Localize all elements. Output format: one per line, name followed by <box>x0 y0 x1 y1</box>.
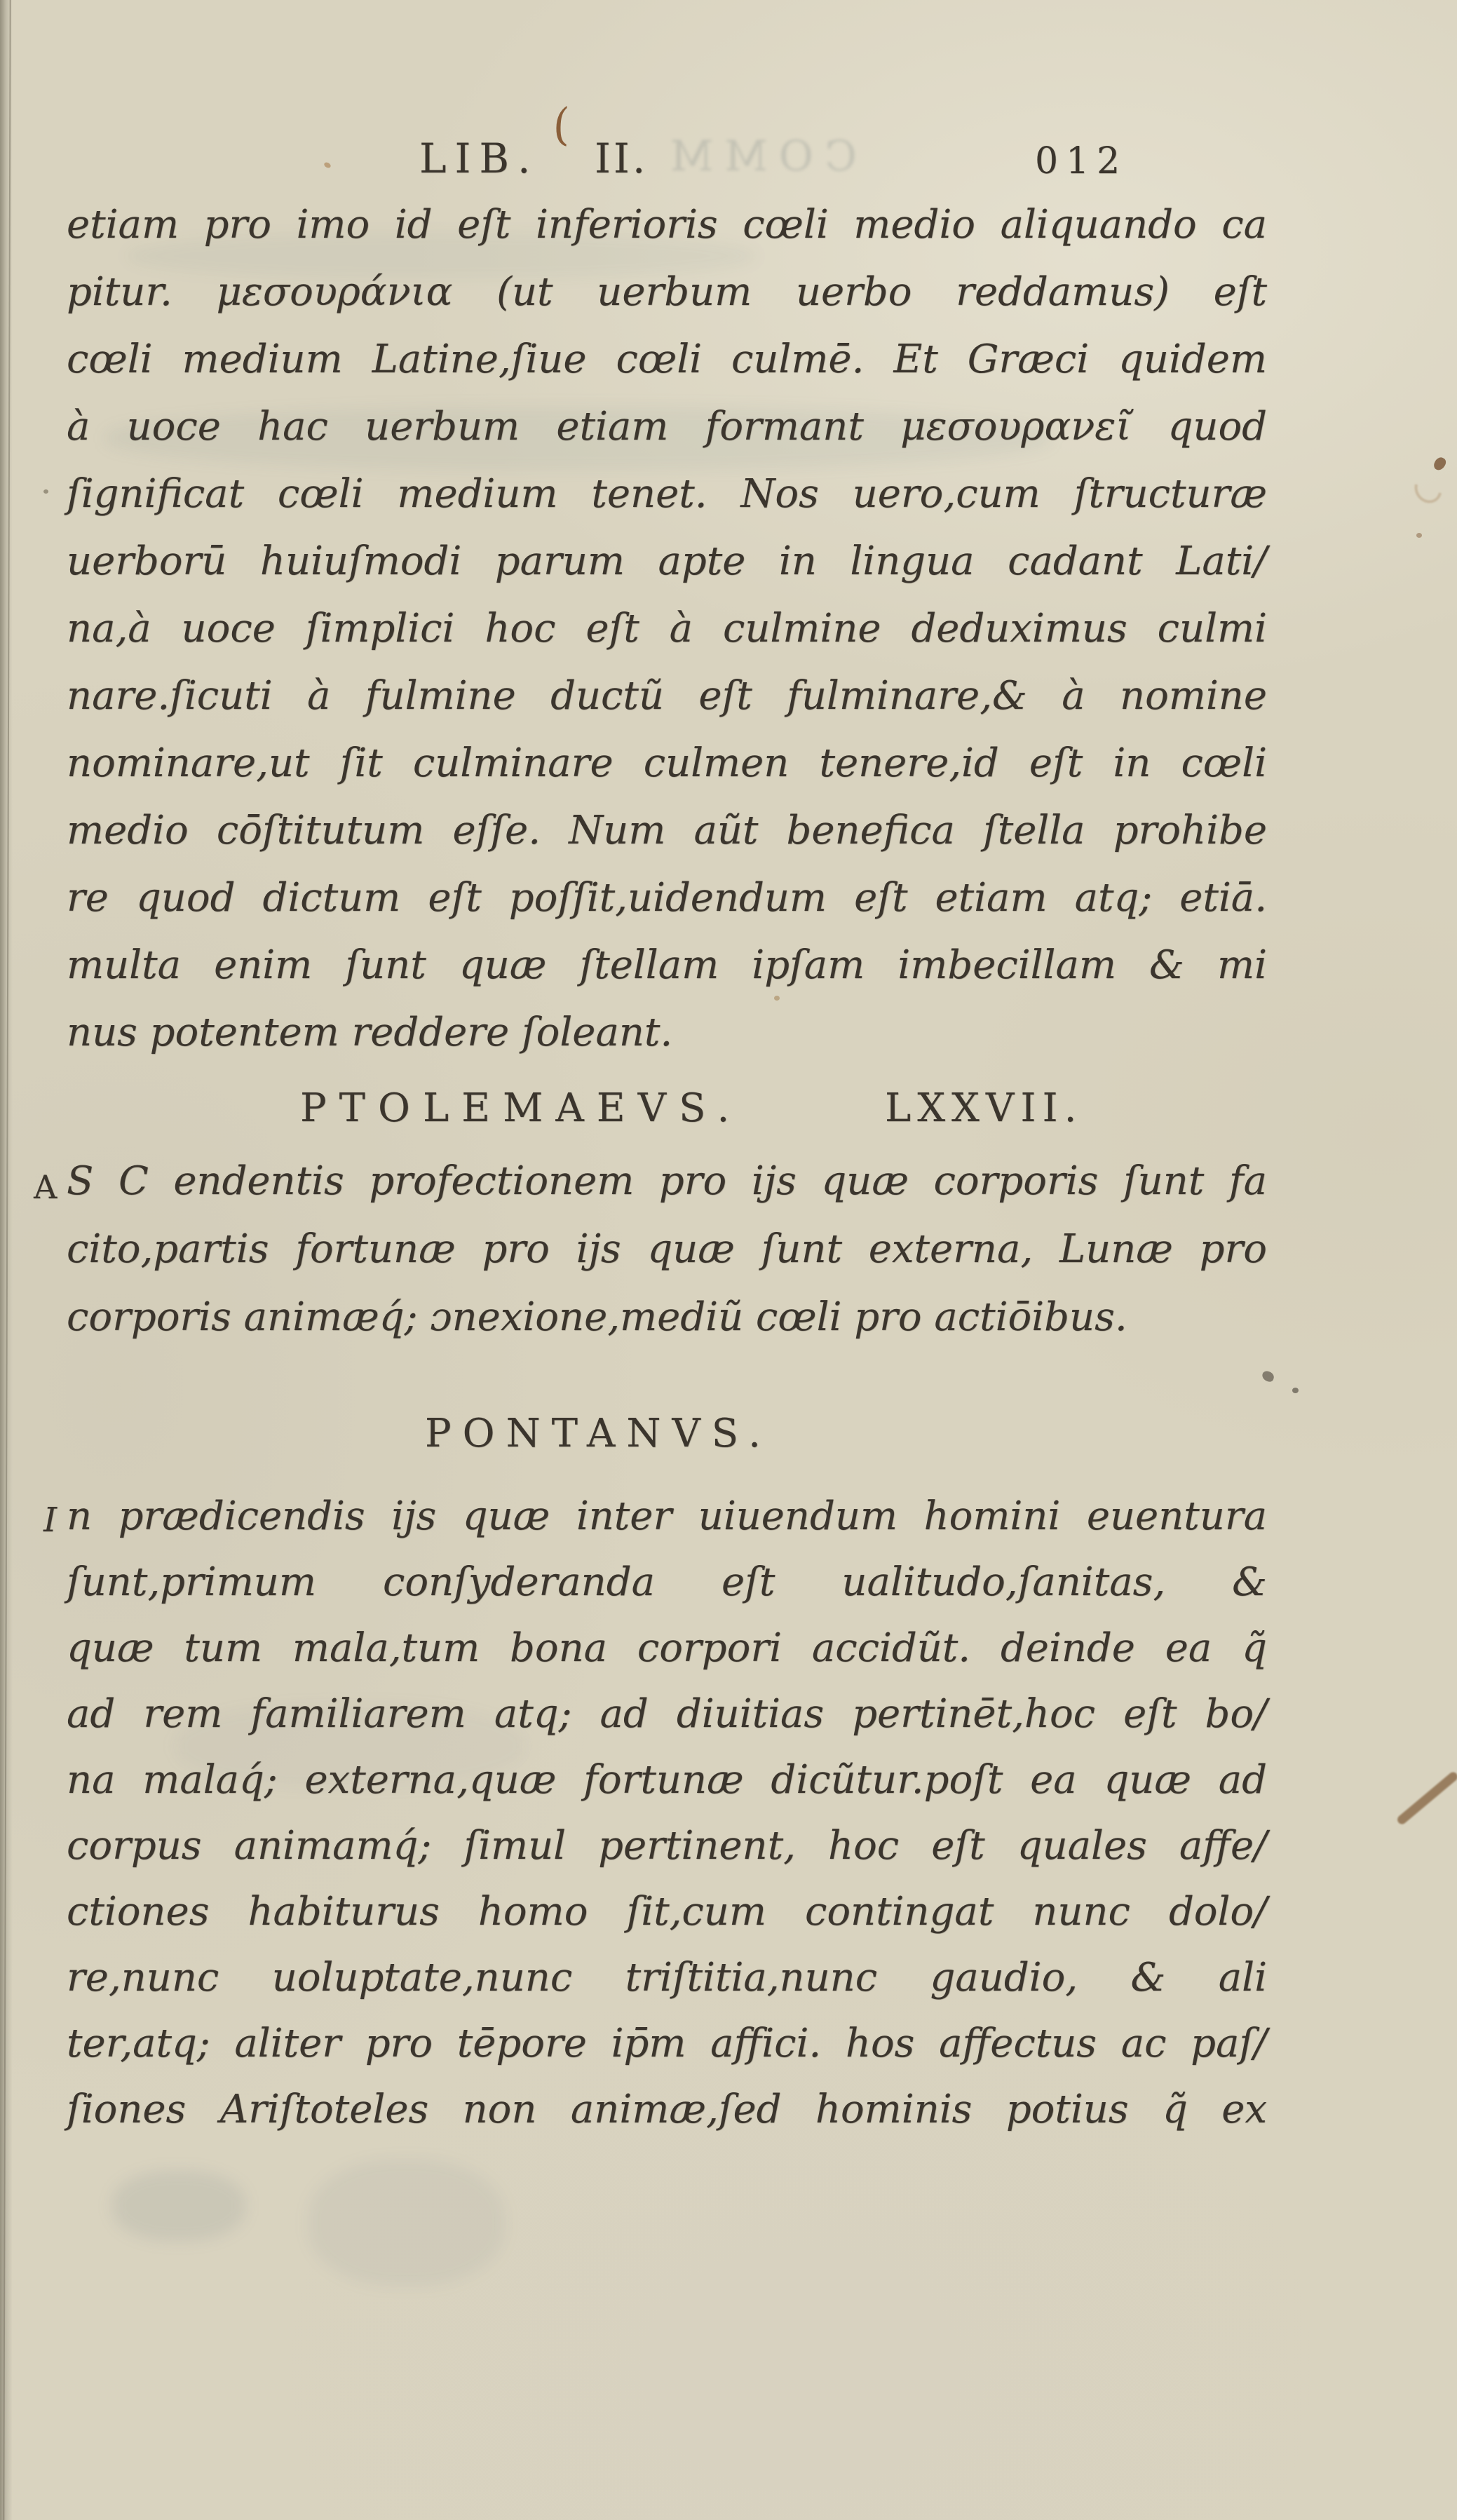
text-line: multa enim ſunt quæ ſtellam ipſam imbecillam & mi <box>67 942 1267 988</box>
text-line: ctiones habiturus homo ſit,cum contingat nunc dolo/ <box>67 1889 1267 1935</box>
ink-speck <box>1416 533 1422 538</box>
section-heading-chapter-number: LXXVII. <box>885 1085 1083 1131</box>
text-line: pitur. μεσουράνια (ut uerbum uerbo reddamus) eſt <box>67 269 1267 315</box>
marginal-letter-a: A <box>34 1168 57 1206</box>
marginal-letter-i: I <box>43 1501 57 1540</box>
section-heading-pontanus: PONTANVS. <box>425 1411 772 1456</box>
ink-speck <box>1432 456 1447 473</box>
commentary-paragraph <box>67 202 1267 1077</box>
ink-speck <box>43 489 48 494</box>
text-line: cito,partis fortunæ pro ijs quæ ſunt externa, Lunæ pro <box>67 1226 1267 1272</box>
text-line: ſunt,primum conſyderanda eſt ualitudo,ſanitas, & <box>67 1559 1267 1605</box>
text-line: na,à uoce ſimplici hoc eſt à culmine deduximus culmi <box>67 606 1267 651</box>
text-line: ſiones Ariſtoteles non animæ,ſed hominis potius q̃ ex <box>67 2087 1267 2132</box>
text-line: cœli medium Latine,ſiue cœli culmē. Et Græci quidem <box>67 337 1267 382</box>
ink-speck <box>1261 1370 1275 1383</box>
text-line: ſignificat cœli medium tenet. Nos uero,cum ſtructuræ <box>67 471 1267 517</box>
text-line: re quod dictum eſt poſſit,uidendum eſt etiam atq; etiā. <box>67 875 1267 921</box>
pontanus-paragraph <box>67 1493 1267 2153</box>
text-line: nus potentem reddere ſoleant. <box>67 1010 673 1055</box>
ink-speck <box>774 996 780 1001</box>
ptolemaeus-quotation-paragraph <box>67 1158 1267 1362</box>
text-line: quæ tum mala,tum bona corpori accidũt. deinde ea q̃ <box>67 1625 1267 1671</box>
ink-speck <box>323 161 332 169</box>
text-line: ad rem familiarem atq; ad diuitias pertinēt,hoc eſt bo/ <box>67 1691 1267 1737</box>
text-line: à uoce hac uerbum etiam formant μεσουρανεῖ quod <box>67 404 1267 449</box>
text-line: nominare,ut ſit culminare culmen tenere,id eſt in cœli <box>67 740 1267 786</box>
text-line: medio cōſtitutum eſſe. Num aũt benefica ſtella prohibe <box>67 808 1267 853</box>
text-line: nare.ſicuti à fulmine ductũ eſt fulminare,& à nomine <box>67 673 1267 719</box>
text-line: corporis animæq́; ɔnexione,mediũ cœli pro actiōibus. <box>67 1294 1127 1340</box>
text-line: S C endentis profectionem pro ijs quæ corporis ſunt fa <box>67 1158 1267 1204</box>
bleedthrough-mirrored-text: COMM <box>659 132 857 181</box>
running-header-book-label: LIB. <box>419 135 539 182</box>
text-line: n prædicendis ijs quæ inter uiuendum homini euentura <box>67 1493 1267 1539</box>
bleedthrough-smudge <box>112 2171 245 2241</box>
text-line: uerborū huiuſmodi parum apte in lingua cadant Lati/ <box>67 538 1267 584</box>
ink-speck <box>1292 1388 1299 1393</box>
bleedthrough-smudge <box>309 2160 505 2286</box>
text-line: na malaq́; externa,quæ fortunæ dicũtur.poſt ea quæ ad <box>67 1757 1267 1803</box>
brown-slash-stain <box>1395 1770 1457 1826</box>
page-number: 012 <box>1035 140 1128 182</box>
ink-speck <box>1409 469 1447 508</box>
text-line: corpus animamq́; ſimul pertinent, hoc eſt quales affe/ <box>67 1823 1267 1869</box>
section-heading-ptolemaeus: PTOLEMAEVS. <box>300 1085 743 1131</box>
text-line: re,nunc uoluptate,nunc triſtitia,nunc gaudio, & ali <box>67 1955 1267 2000</box>
text-line: ter,atq; aliter pro tēpore ip̄m affici. hos affectus ac paſ/ <box>67 2021 1267 2066</box>
text-line: etiam pro imo id eſt inferioris cœli medio aliquando ca <box>67 202 1267 248</box>
handwritten-paren-mark: ( <box>548 98 574 152</box>
running-header-book-number: II. <box>595 135 649 182</box>
